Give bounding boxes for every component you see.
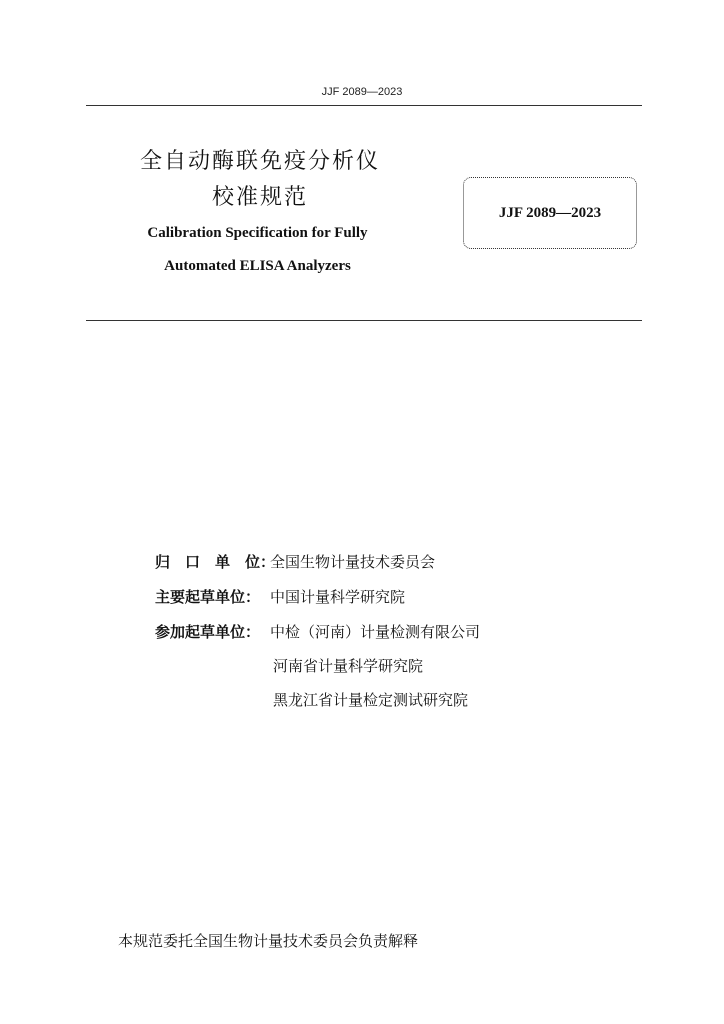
cn-title-line-1: 全自动酶联免疫分析仪 (139, 149, 380, 174)
participating-unit-value-1: 中检（河南）计量检测有限公司 (270, 622, 481, 641)
participating-unit-value-2: 河南省计量科学研究院 (273, 656, 424, 675)
en-title-line-2: Automated ELISA Analyzers (164, 258, 351, 274)
title-divider (86, 320, 642, 321)
standard-code-box-text: JJF 2089—2023 (498, 204, 602, 221)
cn-title-line-2: 校准规范 (211, 185, 308, 210)
standard-code-box (463, 177, 637, 249)
responsible-unit-value: 全国生物计量技术委员会 (270, 552, 436, 571)
interpretation-note: 本规范委托全国生物计量技术委员会负责解释 (118, 932, 419, 950)
main-drafting-unit-value: 中国计量科学研究院 (270, 587, 406, 606)
participating-unit-label: 参加起草单位： (155, 622, 261, 641)
header-standard-code: JJF 2089—2023 (321, 86, 403, 98)
responsible-unit-row (155, 550, 435, 572)
en-title-line-1: Calibration Specification for Fully (147, 225, 368, 241)
header-divider (86, 105, 642, 106)
participating-unit-row (155, 620, 480, 642)
main-drafting-unit-label: 主要起草单位： (155, 587, 261, 606)
participating-unit-value-3: 黑龙江省计量检定测试研究院 (273, 690, 469, 709)
main-drafting-unit-row (155, 585, 405, 607)
responsible-unit-label: 归 口 单 位： (155, 552, 276, 571)
